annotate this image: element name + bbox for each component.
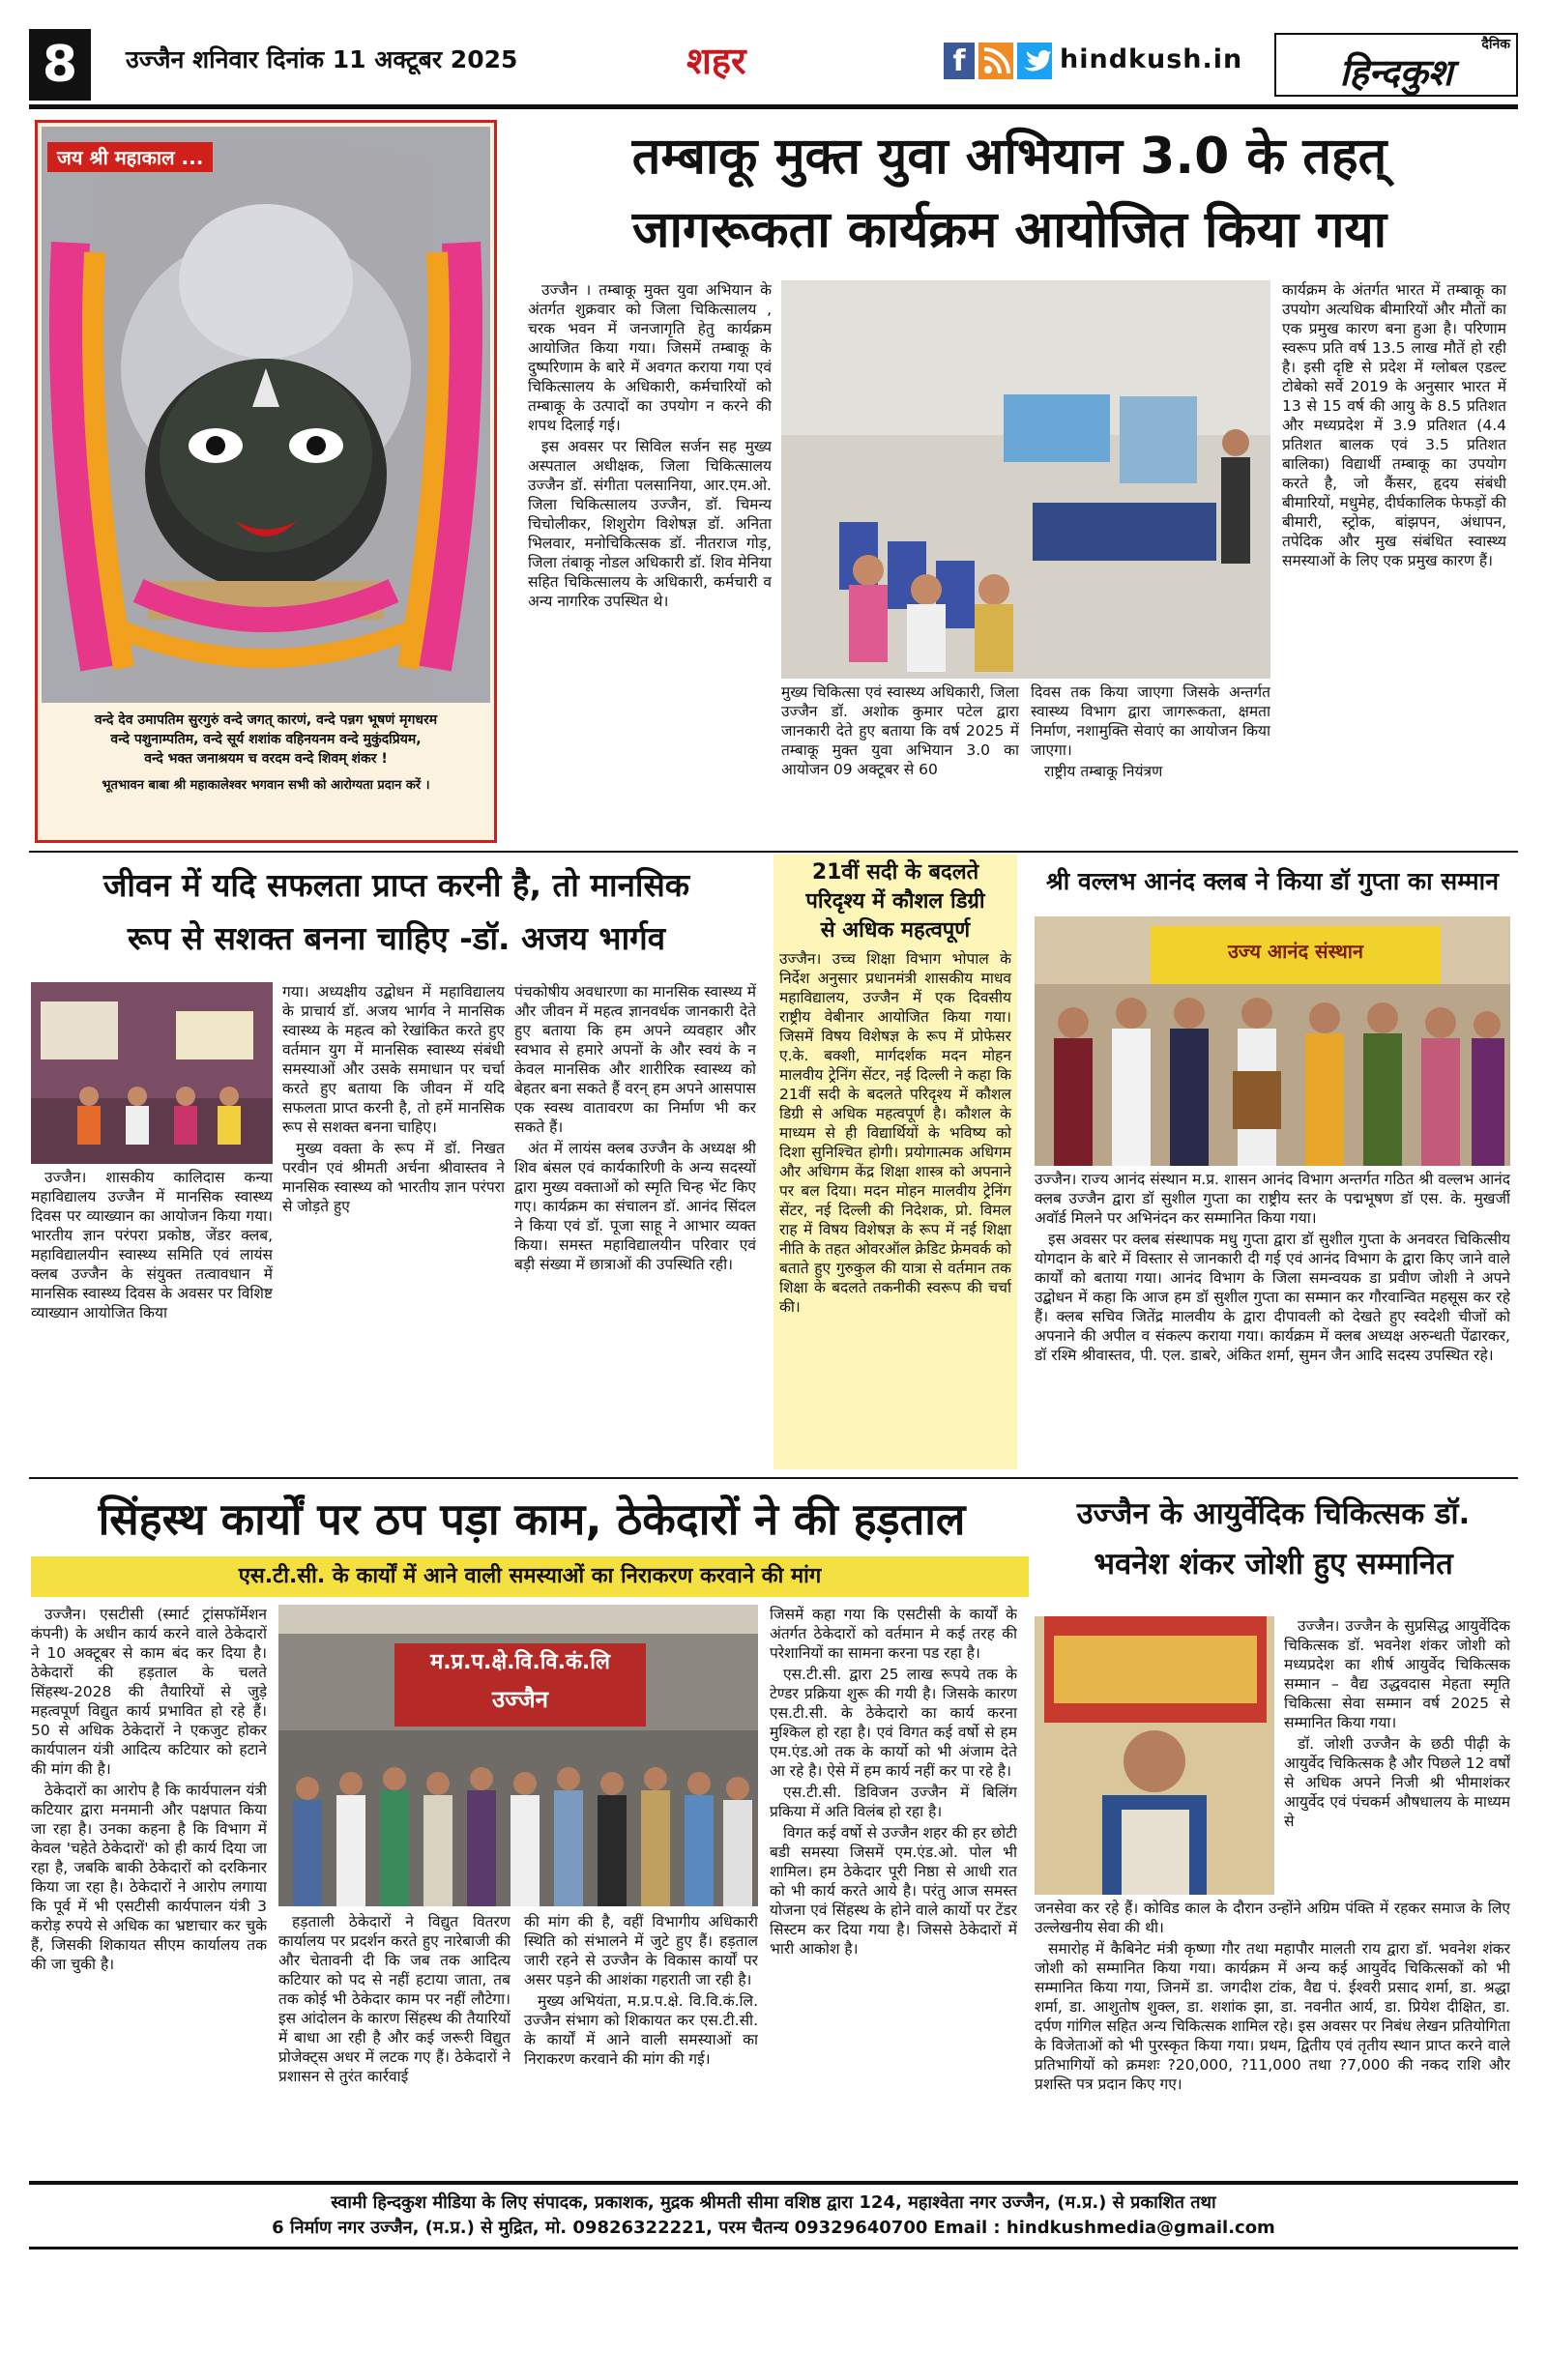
story5-para: उज्जैन। एसटीसी (स्मार्ट ट्रांसफॉर्मेशन कंपनी) के अधीन कार्य करने वाले ठेकेदारों ने 10 अक्टूबर से काम बंद कर दिया है। ठेकेदारों की हड़ताल के चलते सिंहस्थ-2028 की तैयारियों से जुड़े महत्वपूर्ण विद्युत कार्य प्रभावित हो रहे हैं। 50 से अधिक ठेकेदारों ने एकजुट होकर कार्यपालन यंत्री आदित्य कटियार को हटाने की मांग की है। [31, 1606, 267, 1778]
story1-photo [781, 280, 1270, 679]
section-rule [29, 851, 1518, 853]
story4-banner-text: उज्य आनंद संस्थान [1227, 940, 1364, 963]
story5-para: एस.टी.सी. डिविजन उज्जैन में बिलिंग प्रकिया में अति विलंब हो रहा है। [770, 1784, 1017, 1820]
story5-col3 [524, 1912, 758, 2173]
story1-para: उज्जैन । तम्बाकू मुक्त युवा अभियान के अंतर्गत शुक्रवार को जिला चिकित्सालय , चरक भवन में जनजागृति हेतु कार्यक्रम आयोजित किया गया। जिसमें तम्बाकू के दुष्परिणाम के बारे में अवगत कराया गया एवं चिकित्सालय के अधिकारी, कर्मचारियों को तम्बाकू के उत्पादों का उपयोग न करने की शपथ दिलाई गई। [528, 281, 772, 434]
story3-para: उज्जैन। उच्च शिक्षा विभाग भोपाल के निर्देश अनुसार प्रधानमंत्री शासकीय माधव महाविद्यालय, उज्जैन में एक दिवसीय राष्ट्रीय वेबीनार आयोजित किया गया। जिसमें विषय विशेषज्ञ के रूप में प्रोफेसर ए.के. बक्शी, मार्गदर्शक मदन मोहन मालवीय ट्रेनिंग सेंटर, नई दिल्ली ने कहा कि 21वीं सदी के बदलते परिदृश्य में कौशल डिग्री से अधिक महत्वपूर्ण है। कौशल के माध्यम से ही विद्यार्थियों के भविष्य को दिशा सुनिश्चित होगी। प्रयोगात्मक अधिगम और अधिगम केंद्र शिक्षा शास्त्र को अपनाने पर बल दिया। मदन मोहन मालवीय ट्रेनिंग सेंटर, नई दिल्ली की निदेशक, प्रो. विमल राह में विषय विशेषज्ञ के रूप में नई शिक्षा नीति के तहत ओवरऑल क्रेडिट फ्रेमवर्क को बताते हुए गुरुकुल की यात्रा से वर्तमान तक शिक्षा के बदलते तकनीकी स्वरूप की चर्चा की। [779, 950, 1011, 1316]
story6-para: समारोह में कैबिनेट मंत्री कृष्णा गौर तथा महापौर मालती राय द्वारा डॉ. भवनेश शंकर जोशी को सम्मानित किया गया। कार्यक्रम में अन्य कई आयुर्वेद चिकित्सकों को भी सम्मानित किया गया, जिनमें डा. जगदीश टांक, वैद्य पं. ईश्वरी प्रसाद शर्मा, डा. श्रद्धा शर्मा, डा. आशुतोष शुक्ल, डा. शशांक झा, डा. नवनीत आर्य, डा. प्रियेश दीक्षित, डा. दर्पण गांगिल सहित अन्य चिकित्सक शामिल रहे। इस अवसर पर निबंध लेखन प्रतियोगिता के विजेताओं को भी पुरस्कृत किया गया। प्रथम, द्वितीय एवं तृतीय स्थान प्राप्त करने वाले प्रतिभागियों को क्रमशः ?20,000, ?11,000 तथा ?7,000 की नकद राशि और प्रशस्ति पत्र प्रदान किए गए। [1035, 1940, 1510, 2093]
story2-headline-line: रूप से सशक्त बनना चाहिए -डॉ. अजय भार्गव [127, 919, 666, 957]
story4-para: इस अवसर पर क्लब संस्थापक मधु गुप्ता द्वारा डॉ सुशील गुप्ता के अनवरत चिकित्सीय योगदान के बारे में विस्तार से जानकारी दी गई एवं आनंद विभाग के द्वारा किए जाने वाले कार्यों को बताया गया। आनंद विभाग के जिला समन्वयक डा प्रवीण जोशी ने अपने उद्बोधन में कहा कि आज हम डॉ सुशील गुप्ता का सम्मान कर गौरवान्वित महसूस कर रहे हैं। क्लब सचिव जितेंद्र मालवीय के द्वारा दीपावली को देखते हुए स्वदेशी चीजों को अपनाने की अपील व संकल्प कराया गया। कार्यक्रम में क्लब अध्यक्ष अरुन्धती पेंढारकर, डॉ रश्मि श्रीवास्तव, पी. एल. डाबरे, अंकित शर्मा, सुमन जैन आदि सदस्य उपस्थित रहे। [1035, 1231, 1510, 1364]
logo-main-text: हिन्दकुश [1339, 50, 1453, 94]
story5-para: की मांग की है, वहीं विभागीय अधिकारी स्थिति को संभालने में जुटे हुए हैं। हड़ताल जारी रहने से उज्जैन के विकास कार्यों पर असर पड़ने की आशंका गहराती जा रही है। [524, 1913, 758, 1988]
story1-para: इस अवसर पर सिविल सर्जन सह मुख्य अस्पताल अधीक्षक, जिला चिकित्सालय उज्जैन डॉ. संगीता पलसानिया, आर.एम.ओ. जिला चिकित्सालय उज्जैन, डॉ. चिमन्य चिचोलीकर, शिशुरोग विशेषज्ञ डॉ. अनिता भिलवार, मनोचिकित्सक डॉ. नीतराज गोड़, जिला तंबाकू नोडल अधिकारी डॉ. शिव मेनिया सहित चिकित्सालय के अधिकारी, कर्मचारी व अन्य नागरिक उपस्थित थे। [528, 438, 772, 610]
footer-rule [29, 2181, 1518, 2185]
story5-col1 [31, 1605, 267, 2173]
temple-caption-line: वन्दे देव उमापतिम सुरगुरुं वन्दे जगत् कारणं, वन्दे पन्नग भूषणं मृगधरम [94, 712, 438, 728]
temple-badge: जय श्री महाकाल ... [47, 142, 213, 172]
story1-para: कार्यक्रम के अंतर्गत भारत में तम्बाकू का उपयोग अत्यधिक बीमारियों और मौतों का एक प्रमुख कारण बना हुआ है। परिणाम स्वरूप प्रति वर्ष 13.5 लाख मौतें हो रही है। इसी दृष्टि से प्रदेश में ग्लोबल एडल्ट टोबेको सर्वे 2019 के अनुसार भारत में 13 से 15 वर्ष की आयु के 8.5 प्रतिशत और मध्यप्रदेश में 3.9 प्रतिशत (4.4 प्रतिशत बालक एवं 3.5 प्रतिशत बालिका) विद्यार्थी तम्बाकू का उपयोग करते है, जो कैंसर, हृदय संबंधी बीमारियों, मधुमेह, दीर्घकालिक फेफड़ों की बीमारी, स्ट्रोक, बांझपन, अंधापन, तपेदिक और मुख संबंधित स्वास्थ्य समस्याओं के लिए एक प्रमुख कारण हैं। [1282, 281, 1506, 569]
story6-para: उज्जैन। उज्जैन के सुप्रसिद्ध आयुर्वेदिक चिकित्सक डॉ. भवनेश शंकर जोशी को मध्यप्रदेश का शीर्ष आयुर्वेद चिकित्सक सम्मान – वैद्य उद्धवदास मेहता स्मृति चिकित्सा सेवा सम्मान वर्ष 2025 से सम्मानित किया गया। [1284, 1617, 1510, 1731]
story5-photo [278, 1605, 758, 1906]
story5-subhead: एस.टी.सी. के कार्यों में आने वाली समस्याओं का निराकरण करवाने की मांग [31, 1556, 1029, 1597]
story5-para: ठेकेदारों का आरोप है कि कार्यपालन यंत्री कटियार द्वारा मनमानी और पक्षपात किया जा रहा है। उनका कहना है कि विभाग में केवल 'चहेते ठेकेदारों' को ही कार्य दिया जा रहा है, जबकि बाकी ठेकेदारों को दरकिनार किया जा रहा है। ठेकेदारों ने आरोप लगाया कि पूर्व में भी एसटीसी कार्यपालन यंत्री 3 करोड़ रुपये से अधिक का भ्रष्टाचार कर चुके हैं, जिसकी शिकायत सीएम कार्यालय तक की जा चुकी है। [31, 1782, 267, 1973]
imprint-line: स्वामी हिन्दकुश मीडिया के लिए संपादक, प्रकाशक, मुद्रक श्रीमती सीमा वशिष्ठ द्वारा 124, महाश्वेता नगर उज्जैन, (म.प्र.) से प्रकाशित तथा [331, 2192, 1216, 2213]
story2-headline-line: जीवन में यदि सफलता प्राप्त करनी है, तो मानसिक [102, 866, 690, 904]
story1-col4 [1282, 280, 1506, 827]
story6-para: जनसेवा कर रहे हैं। कोविड काल के दौरान उन्होंने अग्रिम पंक्ति में रहकर समाज के लिए उल्लेखनीय सेवा की थी। [1035, 1900, 1510, 1936]
footer-bottom-rule [29, 2247, 1518, 2249]
mahakal-photo [42, 127, 490, 703]
story5-para: विगत कई वर्षो से उज्जैन शहर की हर छोटी बडी समस्या जिसमें एम.एंड.ओ. पोल भी शामिल। हम ठेकेदार पूरी निष्ठा से आधी रात को भी कार्य करते आये है। परंतु आज समस्त योजना एवं सिंहस्थ के होने वाले कार्यो पर टेंडर सिस्टम कर दिया गया है। जिससे ठेकेदारों में भारी आकोश है। [770, 1824, 1017, 1958]
temple-caption-line: भूतभावन बाबा श्री महाकालेश्वर भगवान सभी को आरोग्यता प्रदान करें । [102, 778, 430, 793]
story6-top-col [1284, 1616, 1510, 1895]
story3-headline-line: 21वीं सदी के बदलते [811, 860, 979, 885]
story2-para: मुख्य वक्ता के रूप में डॉ. निखत परवीन एवं श्रीमती अर्चना श्रीवास्तव ने मानसिक स्वास्थ्य को भारतीय ज्ञान परंपरा से जोड़ते हुए [282, 1140, 505, 1215]
story1-headline [507, 120, 1512, 275]
imprint-line: 6 निर्माण नगर उज्जैन, (म.प्र.) से मुद्रित, मो. 09826322221, परम चैतन्य 09329640700 Email : hindkushmedia@gmail.com [272, 2218, 1275, 2238]
story4-body [1035, 1170, 1510, 1467]
story6-photo [1035, 1616, 1274, 1895]
story3-headline-line: परिदृश्य में कौशल डिग्री [805, 889, 985, 914]
story1-col2 [781, 682, 1019, 827]
story2-col2 [282, 982, 505, 1466]
imprint [29, 2191, 1518, 2241]
temple-caption-line: वन्दे पशुनाम्पतिम, वन्दे सूर्य शशांक वहिनयनम वन्दे मुकुंदप्रियम, [110, 732, 422, 747]
story4-headline: श्री वल्लभ आनंद क्लब ने किया डॉ गुप्ता का सम्मान [1046, 867, 1499, 895]
temple-caption-line: वन्दे भक्त जनाश्रयम च वरदम वन्दे शिवम् शंकर ! [144, 751, 388, 767]
story1-headline-line: तम्बाकू मुक्त युवा अभियान 3.0 के तहत् [631, 128, 1387, 186]
story3-headline-line: से अधिक महत्वपूर्ण [820, 918, 971, 943]
story4-para: उज्जैन। राज्य आनंद संस्थान म.प्र. शासन आनंद विभाग अन्तर्गत गठित श्री वल्लभ आनंद क्लब उज्जैन द्वारा डॉ सुशील गुप्ता का राष्ट्रीय स्तर के पद्मभूषण डॉ एस. के. मुखर्जी अवॉर्ड मिलने पर अभिनंदन कर सम्मानित किया गया। [1035, 1171, 1510, 1227]
story4-photo [1035, 916, 1510, 1166]
story5-headline: सिंहस्थ कार्यों पर ठप पड़ा काम, ठेकेदारों ने की हड़ताल [98, 1494, 966, 1545]
story2-para: गया। अध्यक्षीय उद्बोधन में महाविद्यालय के प्राचार्य डॉ. अजय भार्गव ने मानसिक स्वास्थ्य के महत्व को रेखांकित करते हुए वर्तमान युग में मानसिक स्वास्थ्य संबंधी समस्याओं और उसके समाधान पर चर्चा करते हुए बताया कि जीवन में यदि सफलता प्राप्त करनी है, तो हमें मानसिक रूप से सशक्त बनना चाहिए। [282, 983, 505, 1136]
story1-para: दिवस तक किया जाएगा जिसके अन्तर्गत स्वास्थ्य विभाग द्वारा जागरूकता, क्षमता निर्माण, नशामुक्ति सेवाएं का आयोजन किया जाएगा। [1031, 683, 1270, 759]
masthead [29, 29, 1518, 104]
story1-col3 [1031, 682, 1270, 827]
facebook-icon[interactable]: f [944, 43, 975, 79]
temple-box [35, 120, 497, 843]
story2-col3 [514, 982, 756, 1466]
story6-para: डॉ. जोशी उज्जैन के छठी पीढ़ी के आयुर्वेद चिकित्सक है और पिछले 12 वर्षों से अधिक अपने निजी श्री भीमाशंकर आयुर्वेद एवं पंचकर्म औषधालय के माध्यम से [1284, 1735, 1510, 1830]
section-rule [29, 1477, 1518, 1479]
rss-icon[interactable] [978, 43, 1013, 79]
story5-col2 [278, 1912, 511, 2173]
story5-para: मुख्य अभियंता, म.प्र.प.क्षे. वि.वि.कं.लि. उज्जैन संभाग को शिकायत कर एस.टी.सी. के कार्यों में आने वाली समस्याओं का निराकरण करवाने की मांग की गई। [524, 1992, 758, 2068]
story5-para: जिसमें कहा गया कि एसटीसी के कार्यों के अंतर्गत ठेकेदारों को वर्तमान मे कई तरह की परेशानियों का सामना करना पड रहा है। [770, 1606, 1017, 1662]
masthead-rule [29, 104, 1518, 109]
story5-col4 [770, 1605, 1017, 2173]
dateline: उज्जैन शनिवार दिनांक 11 अक्टूबर 2025 [126, 45, 518, 73]
story1-para: राष्ट्रीय तम्बाकू नियंत्रण [1044, 763, 1163, 780]
story2-para: पंचकोषीय अवधारणा का मानसिक स्वास्थ्य में और जीवन में महत्व ज्ञानवर्धक जानकारी देते हुए बताया कि हम अपने व्यवहार और स्वभाव से हमारे अपनों के और स्वयं के न केवल मानसिक और शारीरिक स्वास्थ्य को बेहतर बना सकते हैं वरन् हम अपने आसपास एक स्वस्थ वातावरण का निर्माण भी कर सकते हैं। [514, 983, 756, 1136]
story5-para: एस.टी.सी. द्वारा 25 लाख रूपये तक के टेण्डर प्रक्रिया शुरू की गयी है। जिसके कारण एस.टी.सी. के ठेकेदारो का कार्य करना मुश्किल हो रहा है। एवं विगत कई वर्षो से हम एम.एंड.ओ तक के कार्यो को भी अंजाम देते आ रहे है। ऐसे में हम कार्य नहीं कर पा रहे है। [770, 1666, 1017, 1780]
website-link[interactable]: hindkush.in [1060, 44, 1243, 74]
story5-sign-text [394, 1645, 646, 1719]
logo-small-text: दैनिक [1481, 37, 1510, 52]
story6-headline-line: भवनेश शंकर जोशी हुए सम्मानित [1094, 1547, 1453, 1582]
story2-photo [31, 982, 273, 1164]
section-label: शहर [686, 40, 746, 82]
story6-full-col [1035, 1899, 1510, 2173]
story5-sign-line: उज्जैन [491, 1686, 548, 1713]
story5-sign-line: म.प्र.प.क्षे.वि.वि.कं.लि [430, 1650, 610, 1674]
story3-headline [774, 855, 1017, 949]
story3-box [774, 855, 1017, 1469]
story1-para: मुख्य चिकित्सा एवं स्वास्थ्य अधिकारी, जिला उज्जैन डॉ. अशोक कुमार पटेल द्वारा जानकारी देते हुए बताया कि वर्ष 2025 में तम्बाकू मुक्त युवा अभियान 3.0 का आयोजन 09 अक्टूबर से 60 [781, 683, 1019, 778]
story3-body [774, 949, 1017, 1462]
story1-headline-line: जागरूकता कार्यक्रम आयोजित किया गया [631, 201, 1387, 259]
temple-caption [44, 711, 488, 796]
story2-col1 [31, 1168, 273, 1469]
newspaper-logo [1274, 33, 1518, 97]
story2-para: अंत में लायंस क्लब उज्जैन के अध्यक्ष श्री शिव बंसल एवं कार्यकारिणी के अन्य सदस्यों द्वारा मुख्य वक्ताओं को स्मृति चिन्ह भेंट किए गए। कार्यक्रम का संचालन डॉ. आनंद सिंदल ने किया एवं डॉ. पूजा साहू ने आभार व्यक्त किया। समस्त महाविद्यालयीन परिवार एवं बड़ी संख्या में छात्राओं की उपस्थिति रही। [514, 1140, 756, 1273]
twitter-icon[interactable] [1017, 43, 1052, 79]
story6-headline [1029, 1489, 1518, 1589]
story1-col1 [528, 280, 772, 822]
story2-headline [31, 858, 762, 971]
story2-para: उज्जैन। शासकीय कालिदास कन्या महाविद्यालय उज्जैन में मानसिक स्वास्थ्य दिवस पर व्याख्यान का आयोजन किया गया। भारतीय ज्ञान परंपरा प्रकोष्ठ, जेंडर क्लब, महाविद्यालयीन स्वास्थ्य समिति एवं लायंस क्लब उज्जैन के संयुक्त तत्वावधान में मानसिक स्वास्थ्य दिवस के अवसर पर विशिष्ट व्याख्यान आयोजित किया [31, 1169, 273, 1321]
story6-headline-line: उज्जैन के आयुर्वेदिक चिकित्सक डॉ. [1076, 1496, 1471, 1531]
page-number: 8 [29, 29, 91, 101]
story5-para: हड़ताली ठेकेदारों ने विद्युत वितरण कार्यालय पर प्रदर्शन करते हुए नारेबाजी की और चेतावनी दी कि जब तक आदित्य कटियार को पद से नहीं हटाया जाता, तब तक कोई भी ठेकेदार काम पर नहीं लौटेगा। इस आंदोलन के कारण सिंहस्थ की तैयारियों में बाधा आ रही है और कई जरूरी विद्युत प्रोजेक्ट्स अधर में लटक गए हैं। ठेकेदारों ने प्रशासन से तुरंत कार्रवाई [278, 1913, 511, 2085]
